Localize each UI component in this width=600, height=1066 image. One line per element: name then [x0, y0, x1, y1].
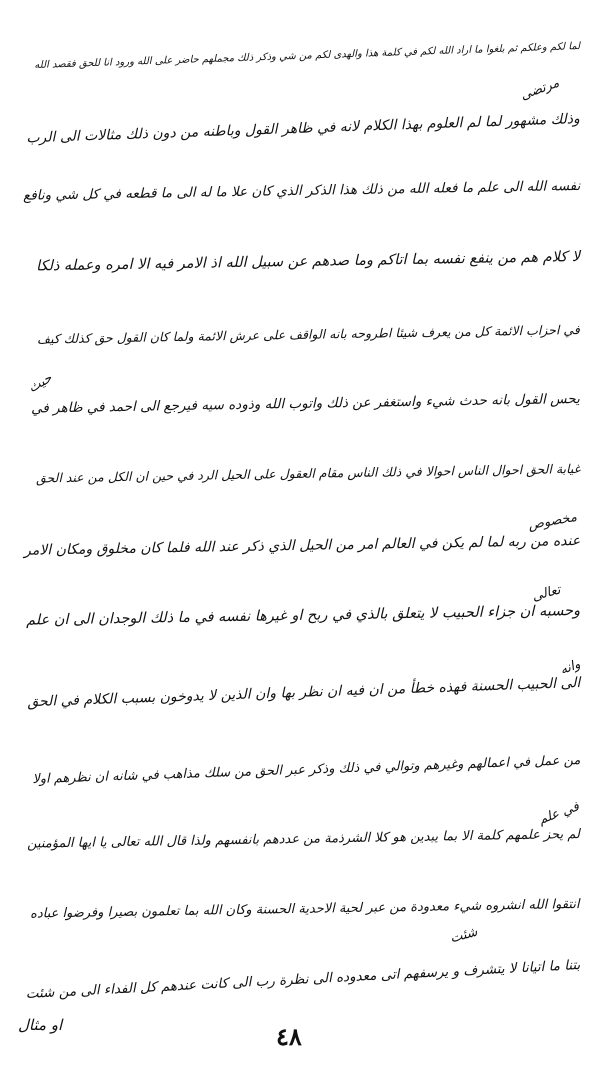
- margin-note-5: تعالى: [530, 582, 563, 605]
- text-line-14: بتنا ما اتيانا لا يتشرف و يرسفهم اتى معدوده الى نظرة رب الى كانت عندهم كل الفداء الى من شئت: [25, 957, 581, 1003]
- text-line-6: يحس القول بانه حدث شيء واستغفر عن ذلك واتوب الله وذوده سيه فيرجع الى احمد في ظاهر في: [31, 391, 581, 417]
- margin-note-3: وانه: [558, 656, 583, 679]
- text-line-3: نفسه الله الى علم ما فعله الله من ذلك هذا الذكر الذي كان علا ما له الى ما قطعه في كل شي ونافع: [22, 178, 581, 204]
- text-line-10: الى الحبيب الحسنة فهذه خطأ من ان فيه ان نظر بها وان الذين لا يدوخون بسبب الكلام في الحق: [26, 675, 581, 711]
- margin-note-6: في علم: [536, 799, 582, 828]
- text-line-5: في احزاب الائمة كل من يعرف شيئا اطروحه بانه الواقف على عرش الائمة ولما كان القول حق كذلك كيف: [37, 322, 581, 347]
- page-number: ٤٨: [276, 1022, 302, 1051]
- text-line-11: من عمل في اعمالهم وغيرهم وتوالي في ذلك وذكر عبر الحق من سلك مذاهب في شانه ان نظرهم اولا: [31, 753, 581, 788]
- text-line-2: وذلك مشهور لما لم العلوم بهذا الكلام لانه في ظاهر القول وباطنه من دون ذلك مثالات الى الرب: [26, 111, 581, 147]
- margin-note-4: مخصوص: [527, 509, 578, 534]
- text-line-7: غيابة الحق احوال الناس احوالا في ذلك الناس مقام العقول على الحيل الرد في حين ان الكل من عند الحق: [35, 461, 581, 486]
- text-line-1: لما لكم وعلكم ثم بلغوا ما اراد الله لكم في كلمة هذا والهدى لكم من شي وذكر ذلك مجملهم حاضر على الله ورود انا للحق فقصد الله: [33, 41, 581, 72]
- margin-note-1: مرتضى: [518, 75, 562, 104]
- margin-note-2: حيث: [25, 370, 55, 397]
- text-line-8: عنده من ربه لما لم يكن في العالم امر من الحيل الذي ذكر عند الله فلما كان مخلوق ومكان الامر: [23, 533, 581, 559]
- margin-note-7: شئت: [448, 924, 480, 947]
- text-line-4: لا كلام هم من ينفع نفسه بما اتاكم وما صدهم عن سبيل الله اذ الامر فيه الا امره وعمله ذلكا: [35, 249, 581, 275]
- text-line-9: وحسبه ان جزاء الحبيب لا يتعلق بالذي في ربح او غيرها نفسه في ما ذلك الوجدان الى ان علم: [25, 603, 581, 629]
- text-line-13: انتقوا الله انشروه شيء معدودة من عبر لحية الاحدية الحسنة وكان الله بما تعلمون بصيرا وفرضوا عباده: [30, 897, 581, 922]
- text-line-12: لم يحز علمهم كلمة الا بما يبدين هو كلا الشرذمة من عددهم بانفسهم ولذا قال الله تعالى يا ايها المؤمنين: [27, 827, 581, 852]
- catchword: او مثال: [18, 1016, 63, 1034]
